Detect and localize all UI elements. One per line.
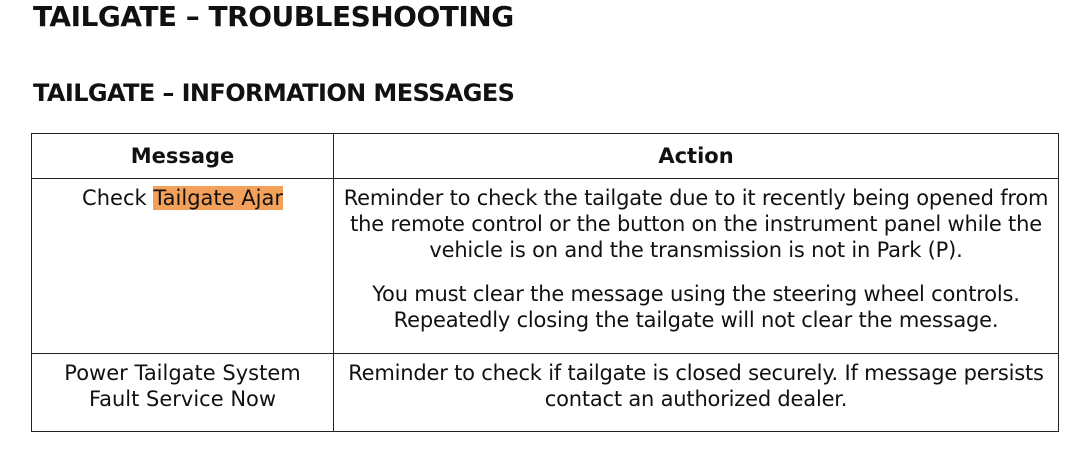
table-header-row	[32, 134, 1059, 179]
section-title: TAILGATE – INFORMATION MESSAGES	[33, 79, 515, 107]
message-text: Check	[82, 186, 154, 210]
message-cell	[32, 354, 334, 432]
table-row	[32, 354, 1059, 432]
information-messages-table	[31, 133, 1059, 432]
message-cell	[32, 179, 334, 354]
column-header-action: Action	[334, 134, 1059, 179]
action-cell	[334, 354, 1059, 432]
message-text: Power Tailgate System Fault Service Now	[64, 361, 301, 411]
page-title: TAILGATE – TROUBLESHOOTING	[33, 0, 514, 33]
action-paragraph: Reminder to check if tailgate is closed securely. If message persists contact an authorized dealer.	[348, 361, 1044, 411]
action-cell	[334, 179, 1059, 354]
column-header-message: Message	[32, 134, 334, 179]
highlighted-text[interactable]: Tailgate Ajar	[153, 186, 283, 210]
action-paragraph: Reminder to check the tailgate due to it recently being opened from the remote control or the button on the instrument panel while the vehicle is on and the transmission is not in Park (P).	[343, 186, 1049, 262]
table-row	[32, 179, 1059, 354]
action-paragraph: You must clear the message using the steering wheel controls. Repeatedly closing the tailgate will not clear the message.	[372, 282, 1020, 332]
